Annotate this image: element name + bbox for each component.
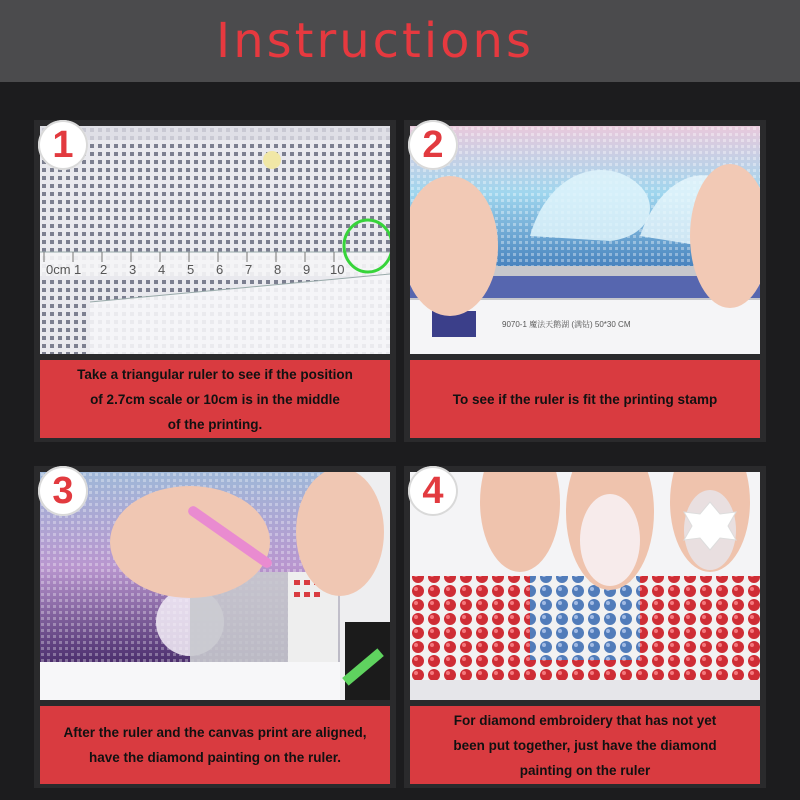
print-stamp-label: 9070-1 魔法天鹅湖 (满钻) 50*30 CM bbox=[502, 320, 631, 329]
step-3-illustration bbox=[40, 472, 390, 700]
step-2-card bbox=[404, 120, 766, 442]
ruler-mark: 1 bbox=[74, 262, 82, 277]
ruler-mark: 0cm bbox=[46, 262, 71, 277]
step-1-caption bbox=[40, 360, 390, 438]
page-title: Instructions bbox=[216, 13, 534, 69]
caption-line: Take a triangular ruler to see if the position bbox=[77, 366, 353, 382]
step-2-caption bbox=[410, 360, 760, 438]
ruler-mark: 9 bbox=[303, 262, 311, 277]
hand bbox=[296, 472, 384, 596]
step-3-number-badge: 3 bbox=[38, 466, 88, 516]
ruler-mark: 6 bbox=[216, 262, 224, 277]
step-1-card bbox=[34, 120, 396, 442]
step-3-photo bbox=[40, 472, 390, 700]
caption-line: To see if the ruler is fit the printing stamp bbox=[452, 391, 718, 407]
step-3-card bbox=[34, 466, 396, 788]
ruler-mark: 7 bbox=[245, 262, 253, 277]
caption-line: For diamond embroidery that has not yet bbox=[453, 712, 717, 728]
ruler-mark: 8 bbox=[274, 262, 282, 277]
step-1-illustration bbox=[40, 126, 390, 354]
step-3-caption bbox=[40, 706, 390, 784]
caption-line: have the diamond painting on the ruler. bbox=[88, 750, 341, 765]
step-2-illustration bbox=[410, 126, 760, 354]
step-4-card bbox=[404, 466, 766, 788]
step-4-photo bbox=[410, 472, 760, 700]
ruler-mark: 4 bbox=[158, 262, 166, 277]
ruler-mark: 10 bbox=[330, 262, 345, 277]
step-2-number-badge: 2 bbox=[408, 120, 458, 170]
hand bbox=[110, 486, 270, 598]
caption-line: painting on the ruler bbox=[519, 762, 651, 778]
step-4-caption bbox=[410, 706, 760, 784]
step-2-photo bbox=[410, 126, 760, 354]
page-header bbox=[0, 0, 800, 82]
diamond-grid bbox=[530, 576, 640, 660]
step-1-photo bbox=[40, 126, 390, 354]
ruler-mark: 2 bbox=[100, 262, 108, 277]
caption-line: of 2.7cm scale or 10cm is in the middle bbox=[90, 391, 340, 407]
ruler-mark: 3 bbox=[129, 262, 137, 277]
ruler-mark: 5 bbox=[187, 262, 195, 277]
step-1-number-badge: 1 bbox=[38, 120, 88, 170]
caption-line: After the ruler and the canvas print are aligned, bbox=[63, 725, 367, 740]
step-4-number-badge: 4 bbox=[408, 466, 458, 516]
caption-line: of the printing. bbox=[167, 416, 263, 432]
step-4-illustration bbox=[410, 472, 760, 700]
caption-line: been put together, just have the diamond bbox=[453, 737, 717, 753]
